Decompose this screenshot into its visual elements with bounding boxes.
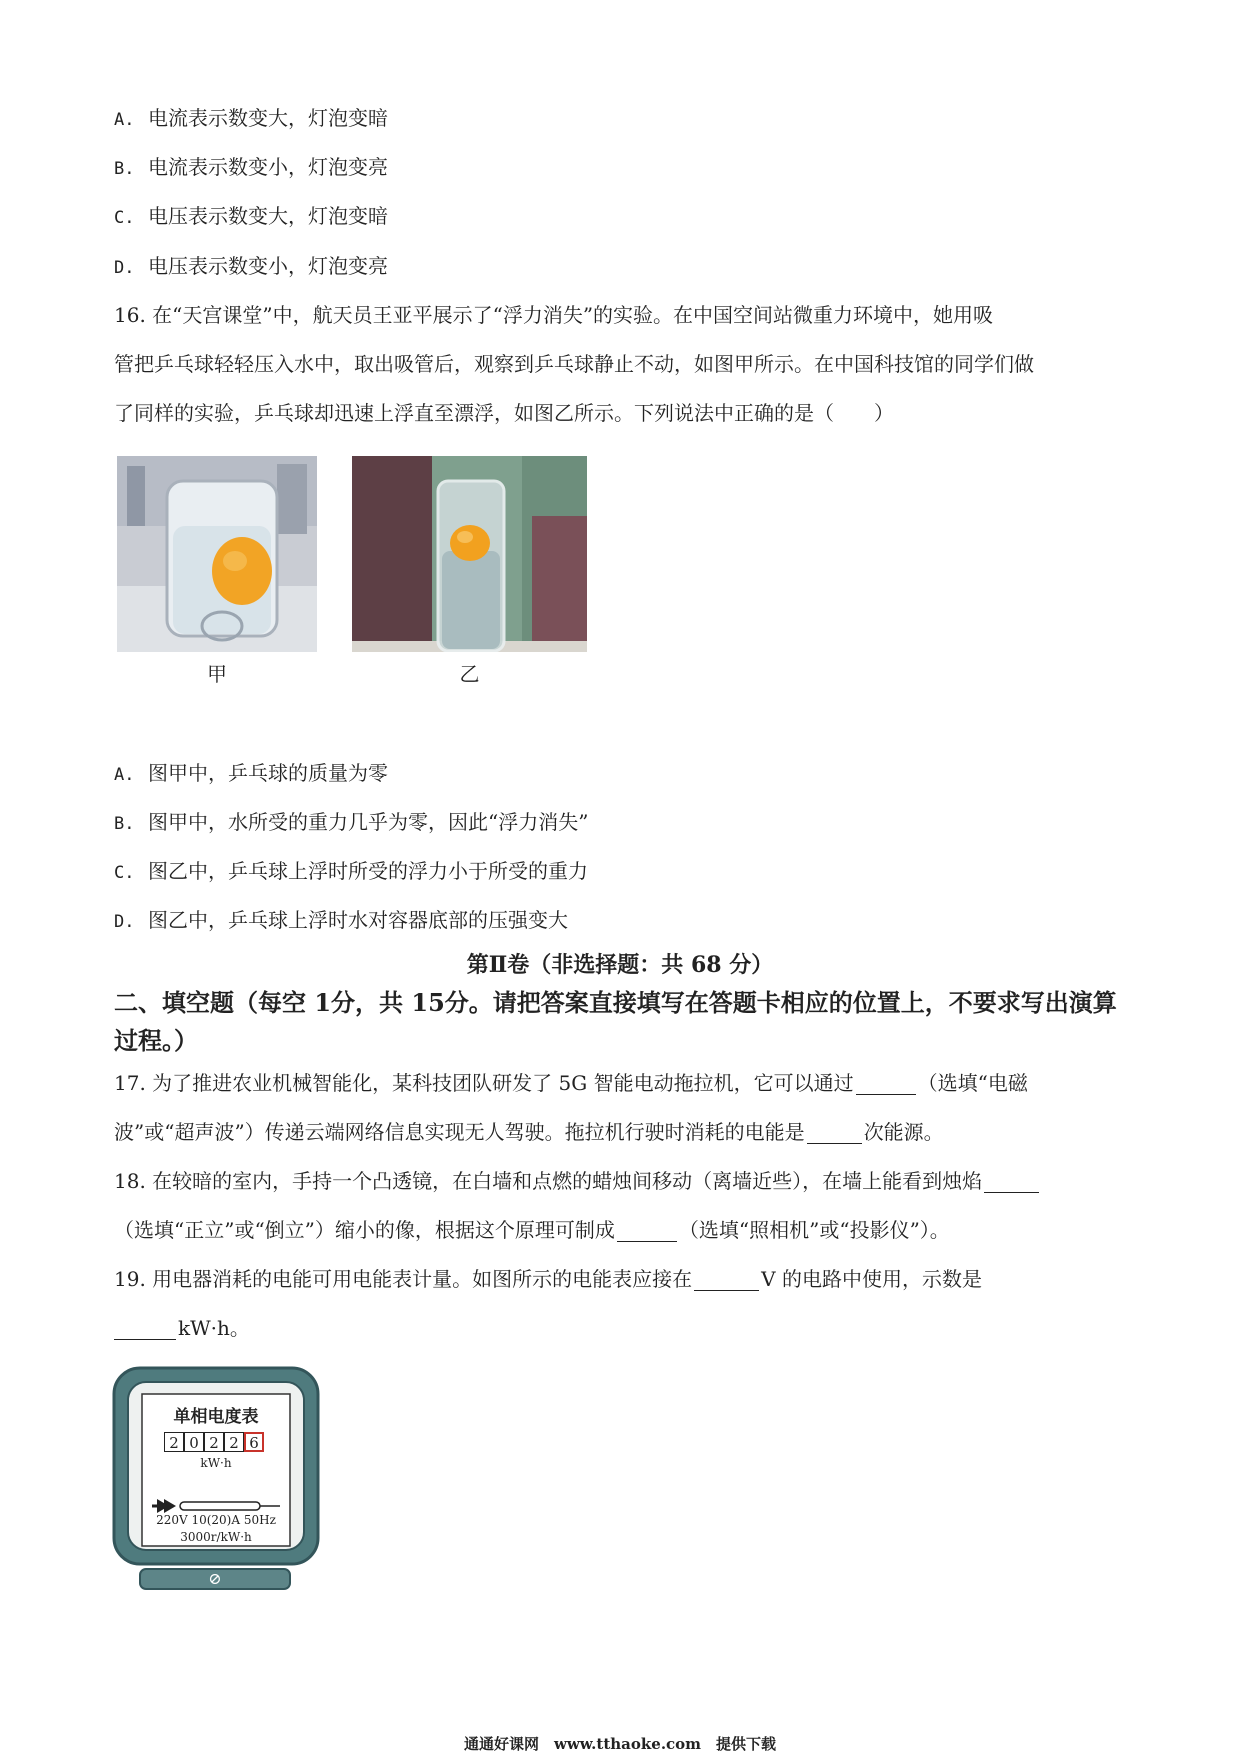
answer-blank: [856, 1074, 916, 1095]
section-two-heading: 二、填空题（每空 1分，共 15分。请把答案直接填写在答题卡相应的位置上，不要求写出演算过程。）: [114, 988, 1117, 1055]
q15-option-a: [114, 106, 388, 132]
meter-spec-1: 220V 10(20)A 50Hz: [156, 1513, 276, 1527]
option-letter: D.: [114, 912, 135, 932]
option-text: 电流表示数变大，灯泡变暗: [148, 106, 388, 130]
page-footer: 通通好课网 www.tthaoke.com 提供下载: [463, 1735, 777, 1753]
q19-text-1: 19. 用电器消耗的电能可用电能表计量。如图所示的电能表应接在: [114, 1267, 693, 1291]
photo-jia: [117, 456, 317, 652]
option-letter: A.: [114, 110, 135, 130]
photo-jia-caption: 甲: [207, 662, 227, 686]
q19-line-2: [114, 1316, 250, 1340]
option-text: 电流表示数变小，灯泡变亮: [148, 155, 388, 179]
meter-digit-decimal: 6: [244, 1432, 264, 1452]
q16-option-a: [114, 761, 388, 787]
meter-spec-2: 3000r/kW·h: [180, 1530, 252, 1544]
q17-text-2: （选填“电磁: [917, 1071, 1028, 1095]
option-letter: B.: [114, 814, 135, 834]
meter-digit: 2: [164, 1432, 184, 1452]
q17-text-3: 波”或“超声波”）传递云端网络信息实现无人驾驶。拖拉机行驶时消耗的电能是: [114, 1120, 805, 1144]
q17-line-2: [114, 1120, 944, 1144]
meter-title: 单相电度表: [173, 1407, 259, 1427]
answer-blank: [694, 1270, 759, 1291]
option-letter: A.: [114, 765, 135, 785]
option-text: 图乙中，乒乓球上浮时水对容器底部的压强变大: [148, 908, 568, 932]
q19-text-2: V 的电路中使用，示数是: [761, 1267, 982, 1291]
meter-symbol-icon: ⊘: [208, 1569, 222, 1588]
meter-unit: kW·h: [200, 1456, 232, 1470]
option-text: 图甲中，乒乓球的质量为零: [148, 761, 388, 785]
answer-blank: [617, 1221, 677, 1242]
q16-stem-line-1: 16. 在“天宫课堂”中，航天员王亚平展示了“浮力消失”的实验。在中国空间站微重力环境中，她用吸: [114, 303, 994, 327]
meter-digit: 0: [184, 1432, 204, 1452]
answer-blank: [114, 1319, 176, 1340]
option-letter: C.: [114, 208, 135, 228]
q16-option-d: [114, 908, 568, 934]
answer-blank: [984, 1172, 1039, 1193]
q18-line-1: [114, 1169, 1041, 1193]
q17-text-1: 17. 为了推进农业机械智能化，某科技团队研发了 5G 智能电动拖拉机，它可以通过: [114, 1071, 854, 1095]
q15-option-c: [114, 204, 388, 230]
option-text: 电压表示数变大，灯泡变暗: [148, 204, 388, 228]
q16-option-b: [114, 810, 588, 836]
part-two-title: 第Ⅱ卷（非选择题：共 68 分）: [466, 952, 774, 978]
option-letter: D.: [114, 258, 135, 278]
photo-yi-caption: 乙: [459, 662, 480, 686]
q19-text-3: kW·h。: [178, 1316, 250, 1340]
q15-option-b: [114, 155, 388, 181]
option-text: 图甲中，水所受的重力几乎为零，因此“浮力消失”: [148, 810, 589, 834]
q18-text-3: （选填“照相机”或“投影仪”）。: [678, 1218, 950, 1242]
photo-yi: [352, 456, 587, 652]
electric-meter-figure: [112, 1366, 322, 1596]
q16-option-c: [114, 859, 588, 885]
meter-body-icon: [112, 1366, 322, 1596]
option-text: 电压表示数变小，灯泡变亮: [148, 254, 388, 278]
answer-blank: [807, 1123, 862, 1144]
q17-line-1: [114, 1071, 1028, 1095]
meter-digit: 2: [224, 1432, 244, 1452]
option-letter: C.: [114, 863, 135, 883]
q18-text-1: 18. 在较暗的室内，手持一个凸透镜，在白墙和点燃的蜡烛间移动（离墙近些），在墙上能看到烛焰: [114, 1169, 983, 1193]
meter-digit: 2: [204, 1432, 224, 1452]
q16-stem-line-2: 管把乒乓球轻轻压入水中，取出吸管后，观察到乒乓球静止不动，如图甲所示。在中国科技馆的同学们做: [114, 352, 1034, 376]
q18-line-2: [114, 1218, 950, 1242]
q16-stem-line-3: 了同样的实验，乒乓球却迅速上浮直至漂浮，如图乙所示。下列说法中正确的是（ ）: [114, 401, 894, 425]
q19-line-1: [114, 1267, 982, 1291]
option-text: 图乙中，乒乓球上浮时所受的浮力小于所受的重力: [148, 859, 588, 883]
q15-option-d: [114, 254, 388, 280]
meter-digits: [164, 1432, 268, 1452]
option-letter: B.: [114, 159, 135, 179]
q18-text-2: （选填“正立”或“倒立”）缩小的像，根据这个原理可制成: [114, 1218, 615, 1242]
q17-text-4: 次能源。: [863, 1120, 944, 1144]
